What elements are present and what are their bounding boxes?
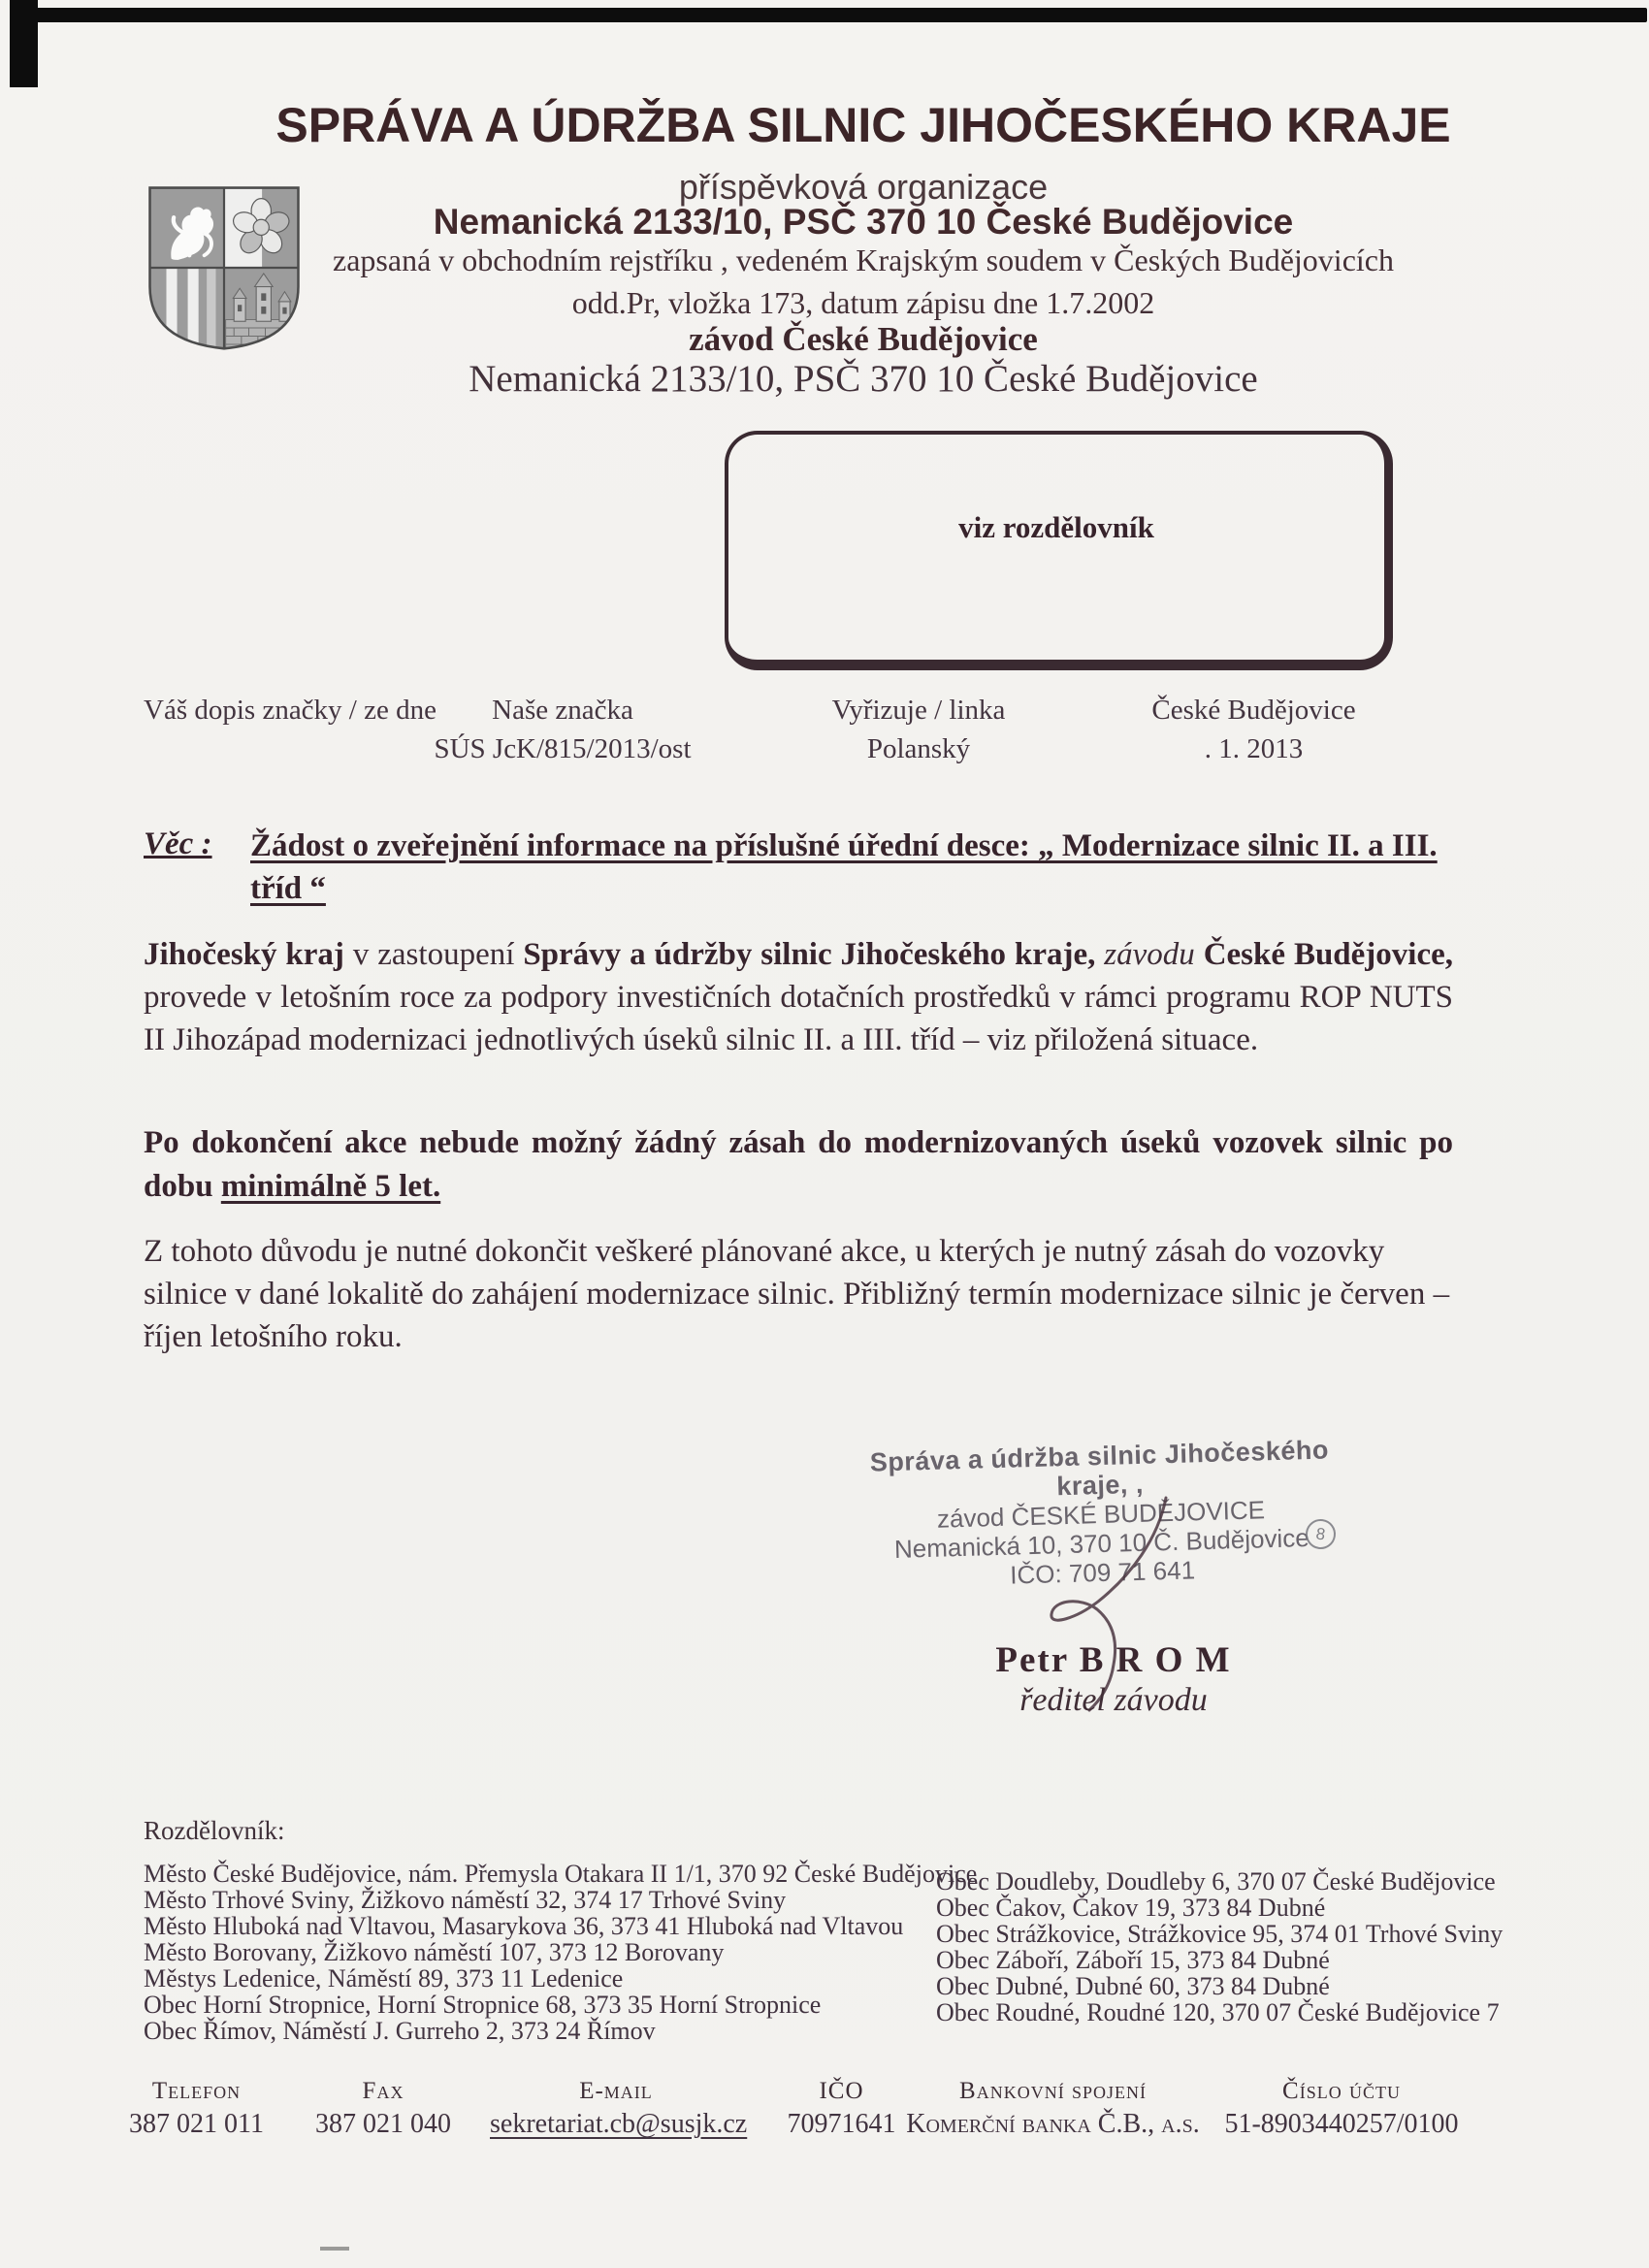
stamp-line-4: IČO: 709 71 641 — [1009, 1555, 1196, 1590]
p1-text-1: v zastoupení — [343, 937, 524, 972]
footer-fax-value: 387 021 040 — [315, 2109, 451, 2139]
signer-title: ředitel závodu — [1019, 1682, 1208, 1718]
footer-email-label: E-mail — [579, 2078, 653, 2104]
scan-artifact-corner-block — [10, 0, 38, 87]
scan-artifact-top-bar — [25, 8, 1647, 22]
our-ref-column — [417, 695, 708, 765]
distribution-right-column — [936, 1868, 1518, 2025]
p2-text: Po dokončení akce nebude možný žádný zásah do modernizovaných úseků vozovek silnic po dobu — [144, 1125, 1453, 1204]
p1-bold-2: Správy a údržby silnic Jihočeského kraje, — [523, 937, 1096, 972]
recipient-address-box — [725, 431, 1393, 670]
place-date-column — [1135, 695, 1373, 765]
footer-bank-label: Bankovní spojení — [959, 2078, 1147, 2104]
list-item: Obec Strážkovice, Strážkovice 95, 374 01 Trhové Sviny — [936, 1920, 1504, 1948]
footer-fax — [272, 2078, 495, 2140]
our-ref-value: SÚS JcK/815/2013/ost — [434, 733, 692, 764]
list-item: Město Trhové Sviny, Žižkovo náměstí 32, 374 17 Trhové Sviny — [144, 1886, 787, 1914]
our-ref-label: Naše značka — [492, 695, 633, 726]
recipient-box-text: viz rozdělovník — [958, 510, 1154, 544]
list-item: Obec Doudleby, Doudleby 6, 370 07 České Budějovice — [936, 1867, 1496, 1895]
org-type-line: příspěvková organizace — [678, 167, 1049, 207]
footer-account — [1211, 2078, 1472, 2140]
body-paragraph-2 — [144, 1121, 1453, 1209]
list-item: Město Borovany, Žižkovo náměstí 107, 373 12 Borovany — [144, 1938, 725, 1966]
footer-account-value: 51-8903440257/0100 — [1224, 2109, 1459, 2139]
p1-italic-1: závodu — [1095, 937, 1204, 972]
body-paragraph-3: Z tohoto důvodu je nutné dokončit veškeré plánované akce, u kterých je nutný zásah do vozovky silnice v dané lokalitě do zahájení modernizace silnic. Přibližný termín modernizace silnic je červen – říjen letošního roku. — [144, 1234, 1450, 1354]
list-item: Městys Ledenice, Náměstí 89, 373 11 Ledenice — [144, 1964, 624, 1993]
registry-line-2: odd.Pr, vložka 173, datum zápisu dne 1.7.2002 — [571, 285, 1155, 320]
list-item: Město České Budějovice, nám. Přemysla Otakara II 1/1, 370 92 České Budějovice — [144, 1860, 978, 1888]
p1-text-2: provede v letošním roce za podpory investičních dotačních prostředků v rámci programu ROP NUTS II Jihozápad modernizaci jednotlivých úseků silnic II. a III. tříd – viz přiložená situace. — [144, 980, 1453, 1057]
stamp-line-2: závod ČESKÉ BUDĚJOVICE — [936, 1495, 1266, 1534]
list-item: Obec Dubné, Dubné 60, 373 84 Dubné — [936, 1972, 1330, 2000]
footer-account-label: Číslo účtu — [1282, 2078, 1401, 2104]
coat-of-arms-icon — [142, 167, 307, 369]
subject-label: Věc : — [144, 826, 212, 861]
handler-column — [802, 695, 1035, 765]
list-item: Obec Čakov, Čakov 19, 373 84 Dubné — [936, 1894, 1326, 1922]
subject-text — [250, 825, 1443, 910]
subject-line-1: Žádost o zveřejnění informace na příslušné úřední desce: „ Modernizace silnic II. a III. — [250, 828, 1438, 863]
distribution-left-column — [144, 1860, 978, 2045]
list-item: Obec Horní Stropnice, Horní Stropnice 68, 373 35 Horní Stropnice — [144, 1991, 822, 2019]
stamp-number-badge: 8 — [1304, 1517, 1338, 1551]
org-name-title: SPRÁVA A ÚDRŽBA SILNIC JIHOČESKÉHO KRAJE — [275, 98, 1451, 152]
footer-email — [490, 2078, 748, 2140]
handler-value: Polanský — [866, 733, 971, 764]
date-value: . 1. 2013 — [1204, 733, 1304, 764]
stamp-line-1: Správa a údržba silnic Jihočeského kraje, , — [869, 1435, 1330, 1502]
distribution-label: Rozdělovník: — [144, 1816, 285, 1845]
footer-bank-value: Komerční banka Č.B., a.s. — [906, 2109, 1200, 2139]
place-label: České Budějovice — [1151, 695, 1356, 726]
email-link[interactable]: sekretariat.cb@susjk.cz — [490, 2109, 748, 2139]
branch-address-line: Nemanická 2133/10, PSČ 370 10 České Budějovice — [469, 358, 1258, 400]
your-ref-label: Váš dopis značky / ze dne — [144, 695, 436, 726]
registry-line-1: zapsaná v obchodním rejstříku , vedeném Krajským soudem v Českých Budějovicích — [333, 243, 1394, 277]
list-item: Obec Záboří, Záboří 15, 373 84 Dubné — [936, 1946, 1330, 1974]
footer-ico-label: IČO — [819, 2078, 864, 2104]
footer-telefon-label: Telefon — [151, 2078, 242, 2104]
branch-line: závod České Budějovice — [689, 320, 1038, 358]
body-paragraph-1 — [144, 933, 1453, 1061]
list-item: Město Hluboká nad Vltavou, Masarykova 36, 373 41 Hluboká nad Vltavou — [144, 1912, 904, 1940]
scan-artifact-bottom-dash — [320, 2247, 349, 2251]
p1-bold-1: Jihočeský kraj — [144, 937, 344, 972]
footer-ico-value: 70971641 — [787, 2109, 896, 2139]
list-item: Obec Roudné, Roudné 120, 370 07 České Budějovice 7 — [936, 1998, 1500, 2026]
footer-telefon-value: 387 021 011 — [129, 2109, 264, 2139]
org-address-line: Nemanická 2133/10, PSČ 370 10 České Budějovice — [433, 202, 1294, 242]
handler-label: Vyřizuje / linka — [831, 695, 1006, 726]
stamp-line-3: Nemanická 10, 370 10 Č. Budějovice — [893, 1523, 1310, 1564]
signer-name: Petr B R O M — [995, 1640, 1232, 1680]
p2-underlined: minimálně 5 let. — [220, 1169, 441, 1204]
footer-fax-label: Fax — [362, 2078, 404, 2104]
subject-line-2: tříd “ — [250, 871, 326, 906]
list-item: Obec Římov, Náměstí J. Gurreho 2, 373 24 Římov — [144, 2017, 656, 2045]
footer-bank — [900, 2078, 1206, 2140]
p1-bold-3: České Budějovice, — [1203, 937, 1454, 972]
